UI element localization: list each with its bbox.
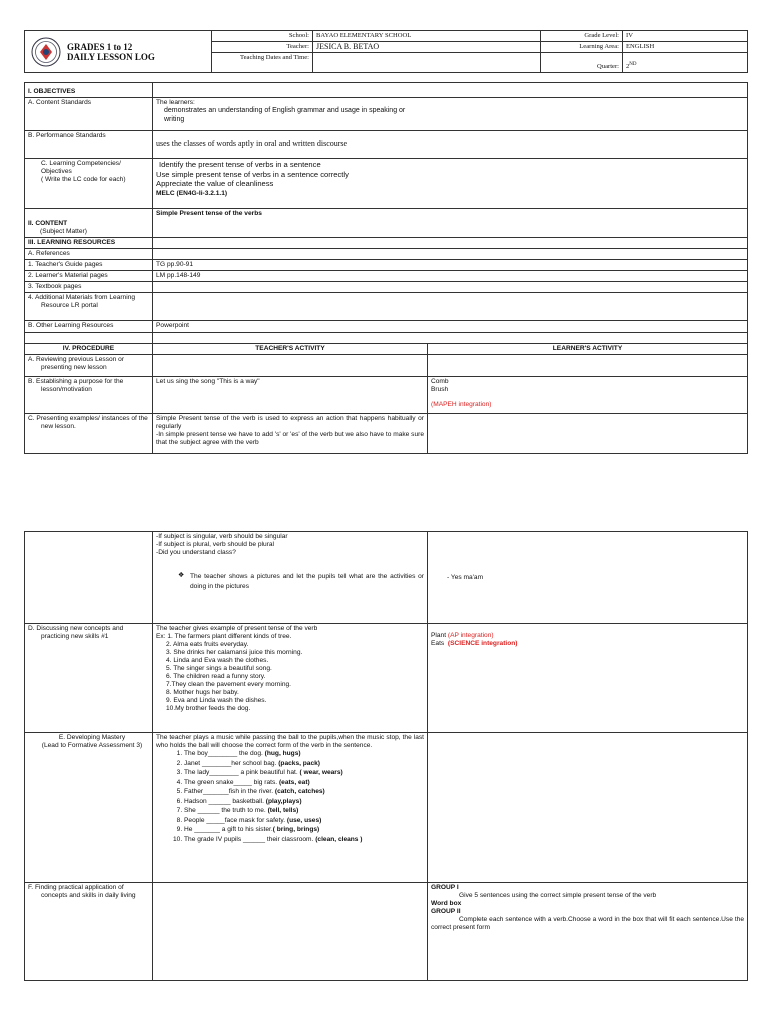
- example-sentence: 5. The singer sings a beautiful song.: [166, 665, 272, 672]
- quarter-value: 2: [626, 63, 630, 70]
- exercise-item-choices: (packs, pack): [278, 759, 320, 767]
- proc-e-label: E. Developing Mastery (Lead to Formative Assessment 3): [25, 733, 153, 883]
- proc-c-cont-learner: - Yes ma'am: [447, 573, 484, 581]
- exercise-item: [184, 769, 424, 778]
- example-sentence: 4. Linda and Eva wash the clothes.: [166, 657, 269, 664]
- diamond-bullet-icon: ❖: [178, 572, 185, 579]
- lesson-table-page1: [24, 82, 748, 454]
- performance-standards-text: uses the classes of words aptly in oral and written discourse: [156, 139, 348, 148]
- other-resources-label: B. Other Learning Resources: [25, 321, 153, 333]
- performance-standards-cell: [153, 131, 748, 159]
- exercise-item-choices: (play,plays): [265, 797, 302, 805]
- proc-b-learner-cell: [428, 377, 748, 414]
- proc-f-group1-text: Give 5 sentences using the correct simple present tense of the verb: [459, 892, 657, 899]
- proc-c-cont-2: -If subject is plural, verb should be plural: [156, 541, 275, 548]
- exercise-item: [184, 750, 424, 759]
- proc-b-learner-2: Brush: [431, 386, 449, 393]
- content-sub: (Subject Matter): [40, 228, 87, 235]
- exercise-item: [184, 807, 424, 816]
- exercise-item-choices: ( bring, brings): [272, 826, 320, 833]
- dates-label: Teaching Dates and Time:: [212, 53, 313, 73]
- proc-b-learner-3: (MAPEH integration): [431, 401, 492, 408]
- exercise-item-choices: (catch, catches): [274, 788, 325, 795]
- proc-d-learner-2-tag: (SCIENCE integration): [447, 640, 518, 647]
- exercise-item-sentence: Father_______fish in the river.: [184, 788, 275, 795]
- competency-1: Identify the present tense of verbs in a sentence: [159, 160, 321, 169]
- exercise-item-choices: (clean, cleans ): [315, 835, 363, 843]
- proc-c-teacher-2: -In simple present tense we have to add 's' or 'es' of the verb but we also have to make sure that the subject agree with the verb: [156, 431, 424, 446]
- deped-seal-icon: [31, 37, 61, 67]
- header-title-line2: DAILY LESSON LOG: [67, 51, 155, 62]
- area-label: Learning Area:: [541, 42, 623, 53]
- proc-f-learner: [428, 883, 748, 981]
- lm-label: 2. Learner's Material pages: [25, 271, 153, 282]
- procedure-heading: IV. PROCEDURE: [25, 344, 153, 355]
- proc-d-label: D. Discussing new concepts and practicing new skills #1: [25, 624, 153, 733]
- content-standards-text: demonstrates an understanding of English grammar and usage in speaking or writing: [164, 107, 406, 123]
- exercise-item: [184, 836, 424, 845]
- proc-b-label: B. Establishing a purpose for the lesson/motivation: [25, 377, 153, 414]
- teacher-label: Teacher:: [212, 42, 313, 53]
- proc-c-teacher-cell: [153, 414, 428, 454]
- proc-d-learner-1: Plant: [431, 632, 447, 639]
- teacher-activity-heading: TEACHER'S ACTIVITY: [153, 344, 428, 355]
- header-logo-cell: [25, 31, 212, 73]
- other-resources-value: Powerpoint: [153, 321, 748, 333]
- content-standards-label: A. Content Standards: [25, 98, 153, 131]
- performance-standards-label: B. Performance Standards: [25, 131, 153, 159]
- exercise-item: [184, 779, 424, 788]
- header-title-line1: GRADES 1 to 12: [67, 41, 133, 52]
- resources-heading: III. LEARNING RESOURCES: [25, 238, 153, 249]
- school-label: School:: [212, 31, 313, 42]
- exercise-item-sentence: She ______ the truth to me.: [184, 807, 268, 814]
- content-standards-cell: [153, 98, 748, 131]
- grade-label: Grade Level:: [541, 31, 623, 42]
- exercise-item-sentence: Hadson ______ basketball.: [184, 797, 266, 805]
- example-sentence: 7.They clean the pavement every morning.: [166, 681, 291, 688]
- content-value: Simple Present tense of the verbs: [153, 209, 748, 238]
- content-standards-intro: The learners:: [156, 99, 195, 106]
- proc-c-cont-3: -Did you understand class?: [156, 549, 236, 556]
- grade-value: IV: [623, 31, 748, 42]
- proc-a-label: A. Reviewing previous Lesson or presenting new lesson: [25, 355, 153, 377]
- quarter-sup: ND: [629, 61, 637, 67]
- proc-f-group2-text: Complete each sentence with a verb.Choose a word in the box that will fit each sentence.Use the correct present form: [431, 916, 744, 931]
- example-sentence: 6. The children read a funny story.: [166, 673, 266, 680]
- additional-materials-value: [153, 293, 748, 321]
- exercise-item: [184, 798, 424, 807]
- exercise-item-sentence: The boy________ the dog.: [184, 750, 265, 757]
- exercise-item: [184, 826, 424, 835]
- lm-value: LM pp.148-149: [153, 271, 748, 282]
- proc-d-learner: [428, 624, 748, 733]
- exercise-item: [184, 788, 424, 797]
- proc-b-teacher: Let us sing the song "This is a way": [153, 377, 428, 414]
- proc-c-teacher-1: Simple Present tense of the verb is used to express an action that happens habitually or regularly: [156, 415, 424, 430]
- example-sentence: 2. Alma eats fruits everyday.: [166, 641, 249, 648]
- textbook-value: [153, 282, 748, 293]
- exercise-item: [184, 817, 424, 826]
- example-sentence: 10.My brother feeds the dog.: [166, 705, 251, 712]
- school-value: BAYAO ELEMENTARY SCHOOL: [313, 31, 541, 42]
- competencies-cell: [153, 159, 748, 209]
- proc-f-label: F. Finding practical application of concepts and skills in daily living: [25, 883, 153, 981]
- additional-materials-label: 4. Additional Materials from Learning Resource LR portal: [25, 293, 153, 321]
- exercise-item-sentence: People _____face mask for safety.: [184, 816, 287, 824]
- quarter-label: Quarter:: [541, 53, 623, 73]
- exercise-item-sentence: The lady________ a pink beautiful hat.: [184, 769, 300, 776]
- header-table: [24, 30, 748, 73]
- proc-e-items: [156, 750, 424, 844]
- competencies-label: C. Learning Competencies/ Objectives ( Write the LC code for each): [25, 159, 153, 209]
- proc-f-wordbox: Word box: [431, 900, 462, 907]
- proc-c-cont-teacher: [153, 532, 428, 624]
- proc-b-learner-1: Comb: [431, 378, 449, 385]
- exercise-item: [184, 760, 424, 769]
- example-sentence: 8. Mother hugs her baby.: [166, 689, 239, 696]
- proc-d-learner-1-tag: (AP integration): [447, 632, 494, 639]
- proc-e-teacher: [153, 733, 428, 883]
- example-sentence: 3. She drinks her calamansi juice this morning.: [166, 649, 303, 656]
- tg-label: 1. Teacher's Guide pages: [25, 260, 153, 271]
- proc-d-teacher: [153, 624, 428, 733]
- proc-c-cont-1: -If subject is singular, verb should be singular: [156, 533, 288, 540]
- proc-f-group1: GROUP I: [431, 884, 459, 891]
- references-label: A. References: [25, 249, 153, 260]
- exercise-item-choices: (tell, tells): [267, 807, 299, 814]
- exercise-item-sentence: Janet ________her school bag.: [184, 759, 279, 767]
- proc-e-intro: The teacher plays a music while passing the ball to the pupils,when the music stop, the last who holds the ball will choose the correct form of the verb in the sentence.: [156, 734, 424, 749]
- competency-2: Use simple present tense of verbs in a sentence correctly: [156, 169, 349, 179]
- area-value: ENGLISH: [623, 42, 748, 53]
- content-label: II. CONTENT: [28, 220, 68, 227]
- textbook-label: 3. Textbook pages: [25, 282, 153, 293]
- exercise-item-choices: (hug, hugs): [264, 750, 301, 757]
- learner-activity-heading: LEARNER'S ACTIVITY: [428, 344, 748, 355]
- proc-d-learner-2: Eats: [431, 640, 445, 647]
- dates-value: [313, 53, 541, 73]
- example-sentence: 9. Eva and Linda wash the dishes.: [166, 697, 267, 704]
- exercise-item-choices: (use, uses): [286, 816, 322, 824]
- proc-c-cont-bullet: The teacher shows a pictures and let the pupils tell what are the activities or doing in the pictures: [190, 573, 424, 590]
- proc-d-examples: [156, 633, 424, 713]
- exercise-item-choices: ( wear, wears): [299, 769, 343, 776]
- proc-c-label: C. Presenting examples/ instances of the new lesson.: [25, 414, 153, 454]
- tg-value: TG pp.90-91: [153, 260, 748, 271]
- exercise-item-sentence: The grade IV pupils ______ their classroom.: [184, 835, 316, 843]
- example-sentence: Ex: 1. The farmers plant different kinds of tree.: [156, 633, 292, 640]
- content-label-cell: [25, 209, 153, 238]
- competency-3: Appreciate the value of cleanliness: [156, 179, 274, 188]
- objectives-heading: I. OBJECTIVES: [25, 83, 153, 98]
- teacher-value: JESICA B. BETAO: [313, 42, 541, 53]
- exercise-item-sentence: The green snake_____ big rats.: [184, 778, 279, 786]
- proc-f-group2: GROUP II: [431, 908, 461, 915]
- exercise-item-choices: (eats, eat): [278, 778, 310, 786]
- exercise-item-sentence: He _______ a gift to his sister.: [184, 826, 273, 833]
- proc-d-intro: The teacher gives example of present tense of the verb: [156, 625, 318, 632]
- competency-melc: MELC (EN4G-Ii-3.2.1.1): [156, 189, 228, 197]
- lesson-table-page2: [24, 531, 748, 981]
- quarter-value-cell: [623, 53, 748, 73]
